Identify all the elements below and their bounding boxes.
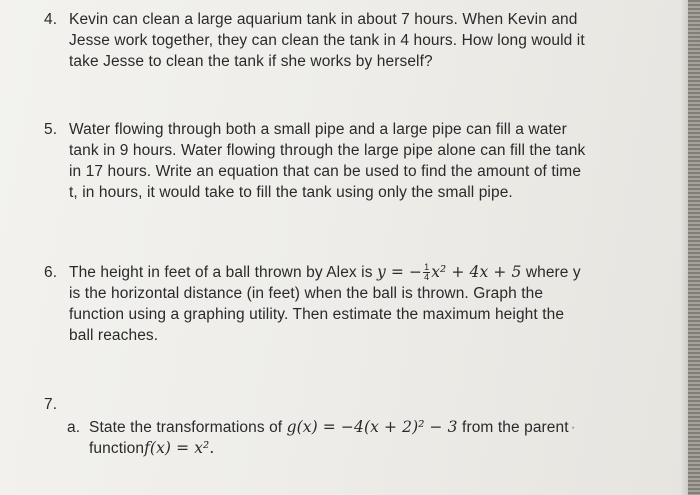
problem-text-line: Water flowing through both a small pipe and a large pipe can fill a water xyxy=(69,121,567,138)
problem-text-line: take Jesse to clean the tank if she works by herself? xyxy=(69,53,433,70)
problem-number: 5. xyxy=(44,121,58,138)
torn-paper-edge xyxy=(688,0,700,495)
sub-problem-line xyxy=(89,417,576,438)
problem-6 xyxy=(44,262,581,346)
problem-text-line: tank in 9 hours. Water flowing through the large pipe alone can fill the tank xyxy=(69,142,586,159)
problem-text-line: t, in hours, it would take to fill the tank using only the small pipe. xyxy=(69,184,513,201)
equation-fraction xyxy=(423,263,430,282)
problem-number: 7. xyxy=(44,396,58,413)
fraction-numerator: 1 xyxy=(424,262,430,273)
problem-5 xyxy=(44,119,585,203)
equation-y: y xyxy=(377,263,386,281)
problem-7a xyxy=(67,417,576,459)
equation-equals: = − xyxy=(385,263,423,281)
sub-problem-mid: from the parent xyxy=(457,419,569,436)
page-edge-shadow xyxy=(680,0,688,495)
equation-g: g(x) = −4(x + 2)² − 3 xyxy=(286,418,458,436)
problem-text-line: Kevin can clean a large aquarium tank in about 7 hours. When Kevin and xyxy=(69,11,578,28)
sub-problem-line xyxy=(89,438,576,459)
problem-number: 4. xyxy=(44,11,58,28)
problem-text-line-with-equation xyxy=(69,262,581,283)
sub-problem-letter: a. xyxy=(67,419,81,436)
problem-text-line: function using a graphing utility. Then estimate the maximum height the xyxy=(69,306,565,323)
problem-4 xyxy=(44,9,585,72)
problem-text-line: is the horizontal distance (in feet) when the ball is thrown. Graph the xyxy=(69,285,544,302)
sub-problem-function-word: function xyxy=(89,440,145,457)
equation-polynomial: x² + 4x + 5 xyxy=(431,263,522,281)
equation-intro-text: The height in feet of a ball thrown by Alex is xyxy=(69,264,377,281)
sub-problem-intro: State the transformations of xyxy=(89,419,287,436)
equation-f: f(x) = x². xyxy=(144,439,215,457)
fraction-denominator: 4 xyxy=(424,272,430,283)
problem-text-line: Jesse work together, they can clean the tank in 4 hours. How long would it xyxy=(69,32,585,49)
trailing-dot: · xyxy=(570,419,576,436)
equation-trailing-text: where y xyxy=(521,264,581,281)
problem-text-line: in 17 hours. Write an equation that can be used to find the amount of time xyxy=(69,163,582,180)
problem-number: 6. xyxy=(44,264,58,281)
problem-text-line: ball reaches. xyxy=(69,327,159,344)
